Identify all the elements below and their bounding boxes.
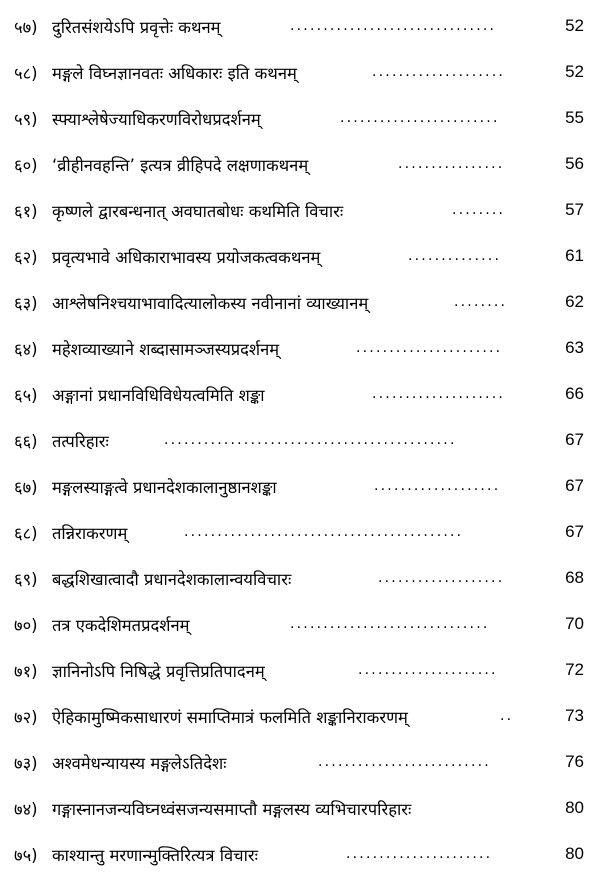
entry-number: ७४) (14, 799, 38, 819)
leader-dots: .................... (372, 64, 506, 80)
toc-entry (0, 466, 600, 506)
entry-page: 72 (565, 660, 584, 679)
leader-dots: ............................................ (164, 432, 457, 448)
entry-number: ६१) (14, 201, 38, 221)
entry-page: 66 (565, 384, 584, 403)
entry-number: ७५) (14, 845, 38, 865)
leader-dots: ................... (374, 478, 501, 494)
entry-page: 67 (565, 522, 584, 541)
entry-page: 61 (565, 246, 584, 265)
entry-page: 52 (565, 16, 584, 35)
entry-page: 68 (565, 568, 584, 587)
leader-dots: ................ (398, 156, 505, 172)
entry-title: अश्वमेधन्यायस्य मङ्गलेऽतिदेशः (52, 753, 227, 773)
toc-entry (0, 52, 600, 92)
entry-page: 76 (565, 752, 584, 771)
entry-number: ६५) (14, 385, 38, 405)
leader-dots: ..................... (358, 662, 498, 678)
leader-dots: ........ (454, 294, 508, 310)
entry-title: ‘व्रीहीनवहन्ति’ इत्यत्र व्रीहिपदे लक्षणाकथनम् (52, 155, 309, 175)
leader-dots: ...................... (356, 340, 503, 356)
toc-entry (0, 420, 600, 460)
leader-dots: .......................... (318, 754, 491, 770)
entry-title: कृष्णले द्वारबन्धनात् अवघातबोधः कथमिति विचारः (52, 201, 344, 221)
entry-title: स्फ्याश्लेषेज्याधिकरणविरोधप्रदर्शनम् (52, 109, 261, 129)
toc-entry (0, 696, 600, 736)
toc-entry (0, 328, 600, 368)
entry-number: ६८) (14, 523, 38, 543)
entry-page: 73 (565, 706, 584, 725)
entry-number: ५७) (14, 17, 38, 37)
leader-dots: .................... (372, 386, 506, 402)
entry-title: मङ्गले विघ्नज्ञानवतः अधिकारः इति कथनम् (52, 63, 297, 83)
toc-entry (0, 98, 600, 138)
entry-title: दुरितसंशयेऽपि प्रवृत्तेः कथनम् (52, 17, 221, 37)
toc-entry (0, 144, 600, 184)
entry-page: 52 (565, 62, 584, 81)
leader-dots: .............................. (290, 616, 490, 632)
entry-title: ज्ञानिनोऽपि निषिद्धे प्रवृत्तिप्रतिपादनम् (52, 661, 265, 681)
leader-dots: .............. (408, 248, 502, 264)
toc-entry (0, 604, 600, 644)
leader-dots: ...................... (346, 846, 493, 862)
entry-title: आश्लेषनिश्चयाभावादित्यालोकस्य नवीनानां व्याख्यानम् (52, 293, 369, 313)
entry-page: 80 (565, 844, 584, 863)
entry-page: 70 (565, 614, 584, 633)
entry-number: ५९) (14, 109, 38, 129)
entry-number: ६२) (14, 247, 38, 267)
leader-dots: ................... (378, 570, 505, 586)
entry-number: ६३) (14, 293, 38, 313)
entry-number: ६६) (14, 431, 38, 451)
toc-entry (0, 558, 600, 598)
toc-entry (0, 236, 600, 276)
toc-entry (0, 834, 600, 874)
entry-number: ६४) (14, 339, 38, 359)
leader-dots: ........ (452, 202, 506, 218)
entry-page: 62 (565, 292, 584, 311)
leader-dots: .. (500, 708, 514, 724)
leader-dots: ............................... (290, 18, 497, 34)
entry-page: 67 (565, 430, 584, 449)
entry-page: 63 (565, 338, 584, 357)
entry-number: ७०) (14, 615, 38, 635)
entry-title: गङ्गास्नानजन्यविघ्नध्वंसजन्यसमाप्तौ मङ्गलस्य व्यभिचारपरिहारः (52, 799, 412, 819)
toc-entry (0, 6, 600, 46)
entry-number: ६७) (14, 477, 38, 497)
entry-title: महेशव्याख्याने शब्दासामञ्जस्यप्रदर्शनम् (52, 339, 280, 359)
toc-entry (0, 190, 600, 230)
toc-entry (0, 788, 600, 828)
toc-entry (0, 742, 600, 782)
entry-number: ७३) (14, 753, 38, 773)
toc-entry (0, 512, 600, 552)
toc-entry (0, 650, 600, 690)
entry-number: ६९) (14, 569, 38, 589)
entry-title: अङ्गानां प्रधानविधिविधेयत्वमिति शङ्का (52, 385, 265, 405)
leader-dots: ........................ (340, 110, 500, 126)
entry-title: तत्र एकदेशिमतप्रदर्शनम् (52, 615, 190, 635)
entry-page: 55 (565, 108, 584, 127)
entry-title: ऐहिकामुष्मिकसाधारणं समाप्तिमात्रं फलमिति शङ्कानिराकरणम् (52, 707, 408, 727)
entry-title: मङ्गलस्याङ्गत्वे प्रधानदेशकालानुष्ठानशङ्का (52, 477, 277, 497)
toc-entry (0, 374, 600, 414)
entry-page: 56 (565, 154, 584, 173)
entry-title: काश्यान्तु मरणान्मुक्तिरित्यत्र विचारः (52, 845, 258, 865)
entry-page: 57 (565, 200, 584, 219)
entry-number: ६०) (14, 155, 38, 175)
entry-page: 67 (565, 476, 584, 495)
entry-number: ७१) (14, 661, 38, 681)
entry-title: तन्निराकरणम् (52, 523, 128, 543)
entry-number: ५८) (14, 63, 38, 83)
leader-dots: .......................................... (184, 524, 464, 540)
entry-title: बद्धशिखात्वादौ प्रधानदेशकालान्वयविचारः (52, 569, 292, 589)
entry-number: ७२) (14, 707, 38, 727)
entry-title: प्रवृत्यभावे अधिकाराभावस्य प्रयोजकत्वकथनम् (52, 247, 321, 267)
entry-page: 80 (565, 798, 584, 817)
entry-title: तत्परिहारः (52, 431, 109, 451)
toc-entry (0, 282, 600, 322)
